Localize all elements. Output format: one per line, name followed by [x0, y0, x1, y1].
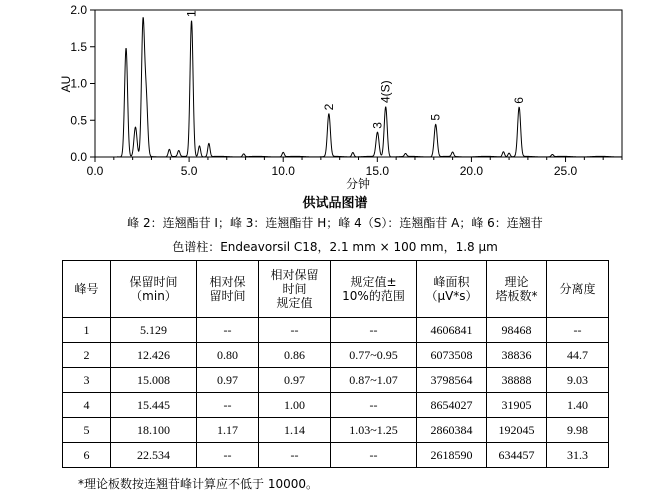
table-cell: 15.008 [111, 368, 197, 393]
table-cell: 18.100 [111, 418, 197, 443]
table-row [63, 393, 609, 418]
table-cell: 2618590 [417, 443, 487, 468]
table-cell: 634457 [487, 443, 547, 468]
table-cell: -- [197, 443, 259, 468]
table-cell: -- [197, 393, 259, 418]
table-body [63, 318, 609, 468]
peak-label: 6 [512, 97, 527, 104]
chromatogram-trace [95, 17, 622, 157]
y-tick-label: 0.5 [70, 113, 87, 128]
column-header: 峰号 [63, 261, 111, 318]
table-cell: 12.426 [111, 343, 197, 368]
table-cell: 0.87~1.07 [331, 368, 417, 393]
x-tick-label: 5.0 [180, 164, 198, 178]
table-cell: 38888 [487, 368, 547, 393]
table-cell: 9.98 [547, 418, 609, 443]
y-tick-label: 1.5 [70, 39, 87, 54]
table-cell: 15.445 [111, 393, 197, 418]
y-tick-label: 1.0 [70, 76, 87, 91]
column-header: 规定值± 10%的范围 [331, 261, 417, 318]
table-cell: -- [259, 443, 331, 468]
table-cell: 1.03~1.25 [331, 418, 417, 443]
table-cell: 0.80 [197, 343, 259, 368]
y-axis-label: AU [59, 75, 73, 93]
column-header: 保留时间 （min） [111, 261, 197, 318]
table-row [63, 343, 609, 368]
column-header: 峰面积 （μV*s） [417, 261, 487, 318]
peak-label: 2 [321, 103, 336, 111]
table-cell: -- [331, 393, 417, 418]
x-tick-label: 20.0 [459, 164, 484, 178]
x-tick-label: 25.0 [553, 164, 578, 178]
x-tick-label: 10.0 [271, 164, 295, 178]
plot-frame [95, 10, 622, 157]
table-cell: 9.03 [547, 368, 609, 393]
peak-label: 1 [184, 10, 199, 18]
table-cell: 0.86 [259, 343, 331, 368]
column-header: 理论 塔板数* [487, 261, 547, 318]
column-header: 相对保留 时间 规定值 [259, 261, 331, 318]
table-cell: 0.97 [259, 368, 331, 393]
table-cell: 1.17 [197, 418, 259, 443]
table-cell: 98468 [487, 318, 547, 343]
table-cell: 192045 [487, 418, 547, 443]
table-cell: 31.3 [547, 443, 609, 468]
table-cell: 31905 [487, 393, 547, 418]
table-row [63, 318, 609, 343]
peak-label: 3 [370, 122, 385, 129]
y-tick-label: 0.0 [70, 150, 87, 164]
table-row [63, 368, 609, 393]
x-axis [87, 157, 622, 178]
table-cell: 6 [63, 443, 111, 468]
table-cell: 1.14 [259, 418, 331, 443]
column-header: 相对保 留时间 [197, 261, 259, 318]
table-cell: 0.97 [197, 368, 259, 393]
table-cell: 3798564 [417, 368, 487, 393]
peak-identification-caption: 峰 2：连翘酯苷 I；峰 3：连翘酯苷 H；峰 4（S）：连翘酯苷 A；峰 6：连翘苷 [127, 216, 543, 230]
peak-labels [185, 10, 527, 129]
table-cell: 5 [63, 418, 111, 443]
column-header: 分离度 [547, 261, 609, 318]
x-tick-label: 15.0 [365, 164, 390, 178]
chromatogram-chart [0, 0, 670, 195]
table-cell: 6073508 [417, 343, 487, 368]
table-cell: 0.77~0.95 [331, 343, 417, 368]
table-cell: 22.534 [111, 443, 197, 468]
peak-label: 5 [428, 113, 443, 121]
footnote: *理论板数按连翘苷峰计算应不低于 10000。 [78, 477, 318, 491]
table-cell: 1.00 [259, 393, 331, 418]
y-tick-label: 2.0 [70, 3, 87, 17]
table-cell: 3 [63, 368, 111, 393]
table-cell: 4 [63, 393, 111, 418]
x-axis-label: 分钟 [345, 177, 371, 191]
table-cell: 1 [63, 318, 111, 343]
table-cell: -- [547, 318, 609, 343]
column-caption: 色谱柱：Endeavorsil C18，2.1 mm × 100 mm，1.8 μm [172, 240, 498, 254]
table-cell: -- [331, 443, 417, 468]
table-cell: 8654027 [417, 393, 487, 418]
table-row [63, 418, 609, 443]
x-tick-label: 0.0 [86, 164, 104, 178]
chart-title: 供试品图谱 [302, 196, 368, 211]
table-cell: 5.129 [111, 318, 197, 343]
table-cell: 2860384 [417, 418, 487, 443]
table-cell: -- [259, 318, 331, 343]
table-cell: -- [197, 318, 259, 343]
peak-label: 4(S) [378, 80, 393, 104]
y-axis [70, 3, 95, 164]
table-cell: -- [331, 318, 417, 343]
table-cell: 38836 [487, 343, 547, 368]
table-row [63, 443, 609, 468]
table-cell: 2 [63, 343, 111, 368]
table-cell: 44.7 [547, 343, 609, 368]
table-header-row [63, 261, 609, 318]
table-cell: 4606841 [417, 318, 487, 343]
table-cell: 1.40 [547, 393, 609, 418]
results-table [62, 260, 609, 468]
